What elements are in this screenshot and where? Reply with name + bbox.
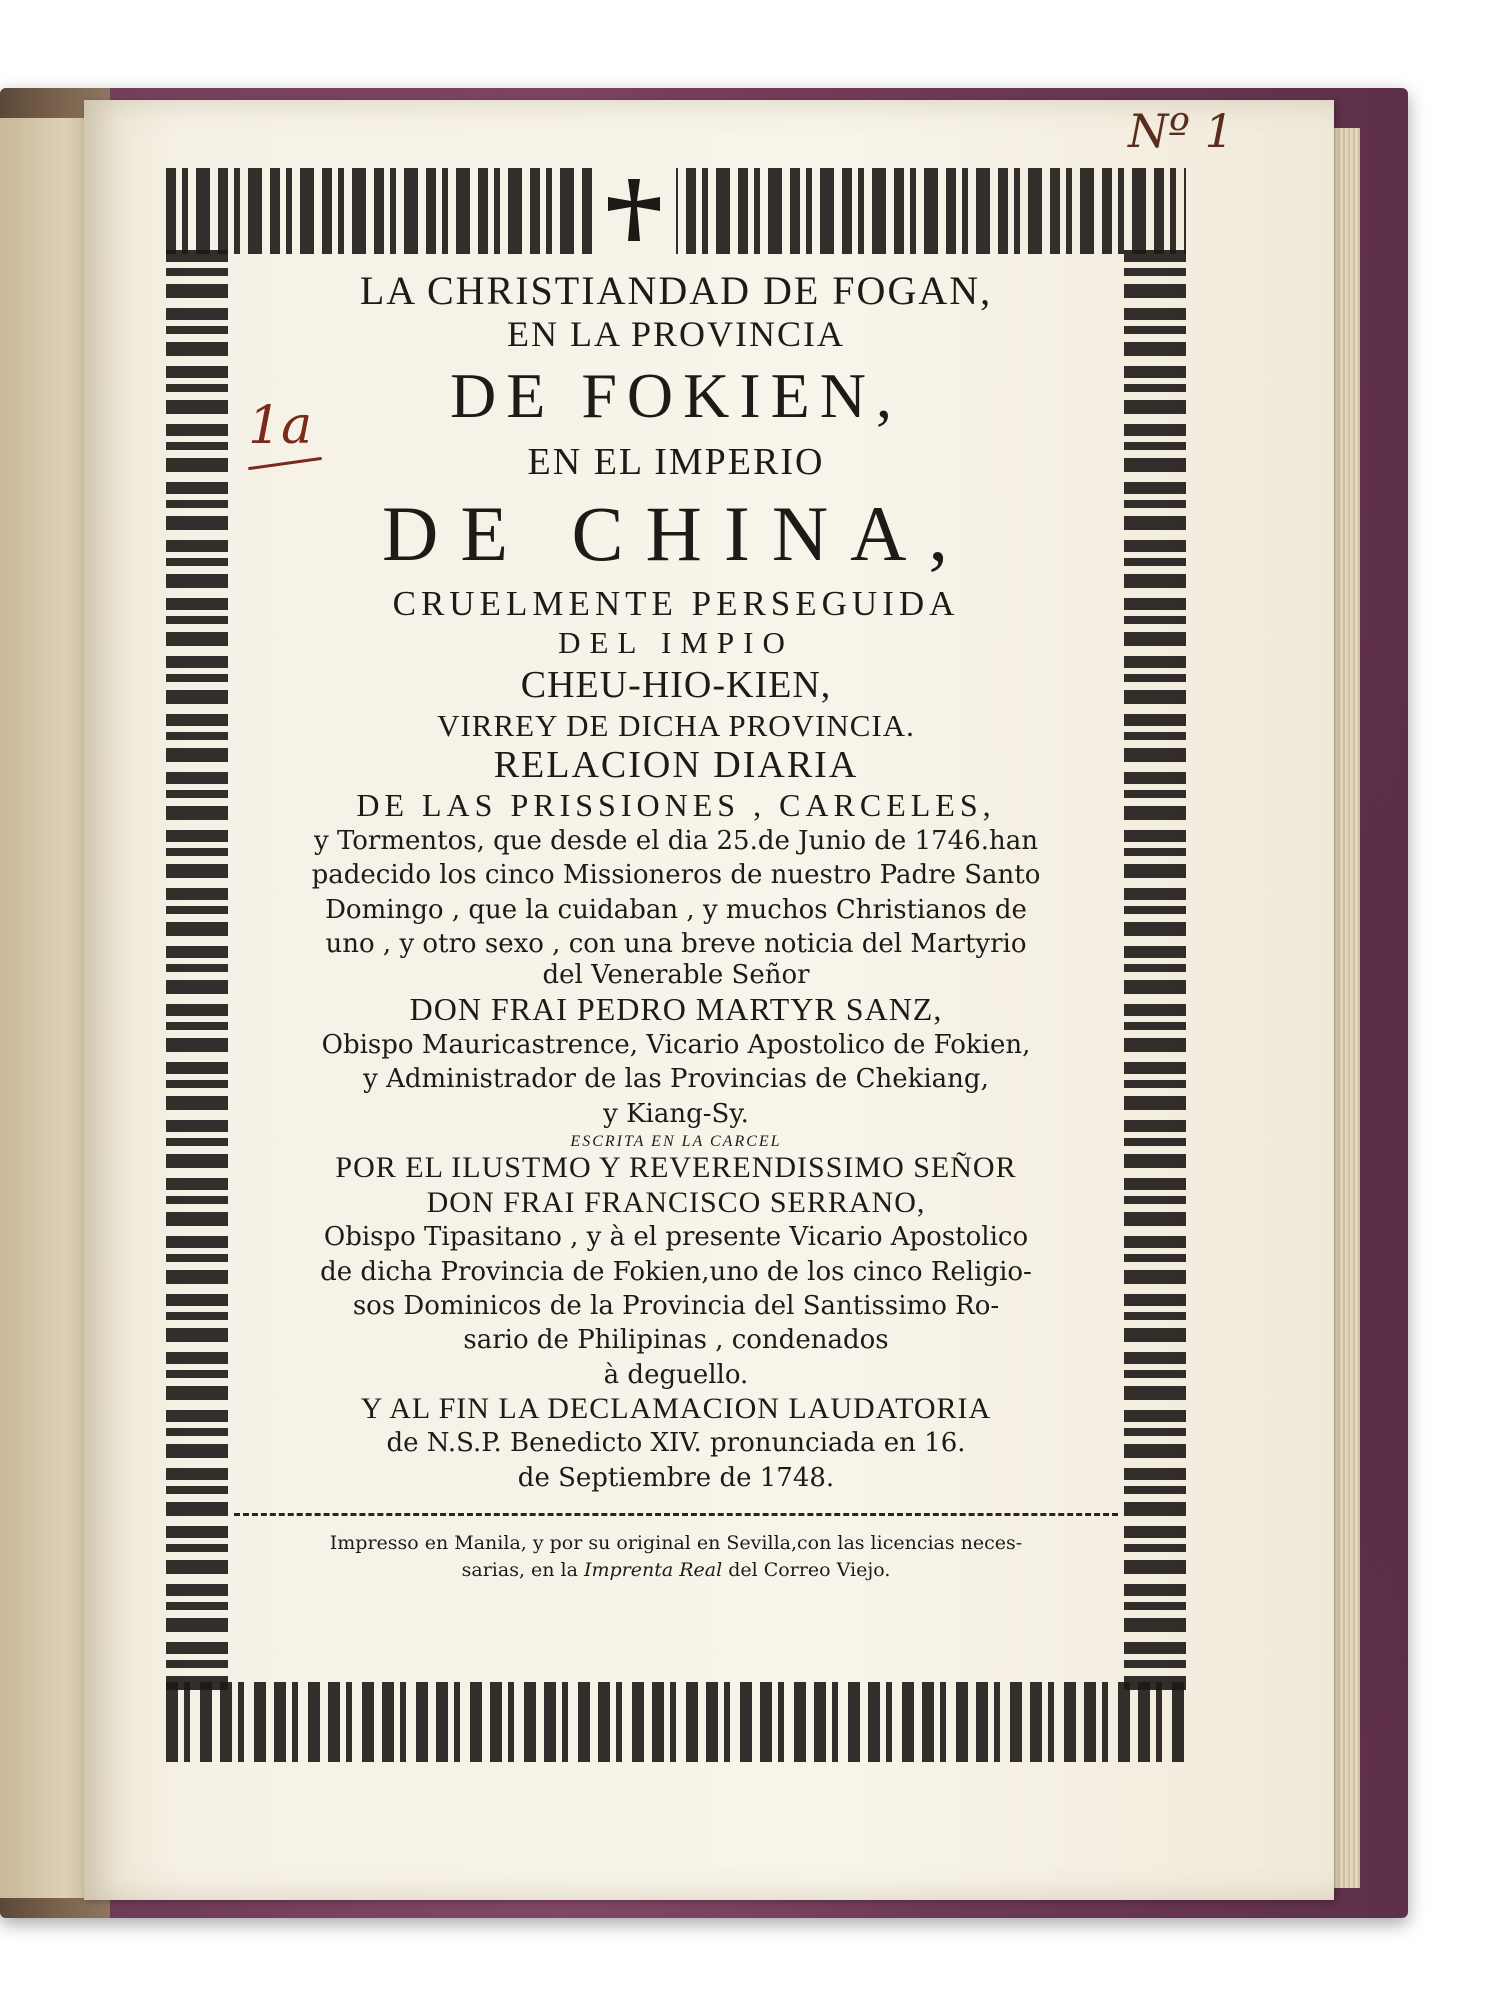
title-page bbox=[84, 100, 1334, 1900]
left-endpaper bbox=[0, 118, 92, 1898]
author-line: DON FRAI FRANCISCO SERRANO, bbox=[426, 1185, 926, 1219]
body-line: Obispo Mauricastrence, Vicario Apostolico de Fokien, bbox=[321, 1030, 1031, 1060]
title-line: VIRREY DE DICHA PROVINCIA. bbox=[437, 707, 915, 743]
cross-ornament bbox=[592, 164, 676, 256]
body-line: Obispo Tipasitano , y à el presente Vicario Apostolico bbox=[323, 1222, 1029, 1253]
ornamental-border-right bbox=[1124, 250, 1186, 1690]
title-line: DE LAS PRISSIONES , CARCELES, bbox=[356, 787, 996, 824]
body-line: y Tormentos, que desde el dia 25.de Junio de 1746.han bbox=[313, 826, 1039, 857]
title-line: DE FOKIEN, bbox=[450, 360, 902, 432]
imprint-text: del Correo Viejo. bbox=[722, 1558, 891, 1581]
body-line: del Venerable Señor bbox=[542, 960, 810, 991]
title-text-block bbox=[234, 260, 1118, 1583]
title-line: RELACION DIARIA bbox=[493, 743, 859, 786]
title-line: DE CHINA, bbox=[382, 489, 970, 577]
escrita-line: ESCRITA EN LA CARCEL bbox=[570, 1132, 782, 1150]
body-line: uno , y otro sexo , con una breve noticia del Martyrio bbox=[325, 929, 1027, 959]
imprint-line: Impresso en Manila, y por su original en Sevilla,con las licencias neces- bbox=[329, 1532, 1023, 1555]
body-line: de Septiembre de 1748. bbox=[517, 1462, 835, 1493]
title-line: DEL IMPIO bbox=[558, 624, 794, 660]
handwritten-margin-mark: 1a bbox=[248, 396, 313, 456]
declamation-line: Y AL FIN LA DECLAMACION LAUDATORIA bbox=[360, 1391, 992, 1425]
imprint-line bbox=[234, 1557, 1118, 1584]
body-line: padecido los cinco Missioneros de nuestro Padre Santo bbox=[311, 860, 1041, 891]
title-line: CHEU-HIO-KIEN, bbox=[520, 664, 832, 707]
title-line: EN LA PROVINCIA bbox=[506, 314, 845, 354]
author-line: DON FRAI PEDRO MARTYR SANZ, bbox=[409, 991, 943, 1028]
imprint-press-name: Imprenta Real bbox=[583, 1558, 723, 1581]
body-line: de N.S.P. Benedicto XIV. pronunciada en 16. bbox=[386, 1428, 966, 1459]
body-line: de dicha Provincia de Fokien,uno de los cinco Religio- bbox=[320, 1256, 1032, 1287]
title-line: LA CHRISTIANDAD DE FOGAN, bbox=[359, 268, 993, 313]
imprint-text: sarias, en la bbox=[461, 1558, 584, 1581]
body-line: y Administrador de las Provincias de Chekiang, bbox=[363, 1064, 989, 1095]
body-line: y Kiang-Sy. bbox=[603, 1098, 749, 1129]
ornamental-border-bottom bbox=[166, 1682, 1186, 1762]
body-line: Domingo , que la cuidaban , y muchos Christianos de bbox=[325, 894, 1027, 925]
ornamental-border-top bbox=[166, 168, 1186, 254]
title-line: EN EL IMPERIO bbox=[527, 440, 825, 483]
handwritten-number: Nº 1 bbox=[1128, 104, 1234, 158]
author-line: POR EL ILUSTMO Y REVERENDISSIMO SEÑOR bbox=[335, 1151, 1017, 1185]
body-line: sos Dominicos de la Provincia del Santissimo Ro- bbox=[352, 1290, 1000, 1321]
divider-rule bbox=[234, 1513, 1118, 1516]
body-line: sario de Philipinas , condenados bbox=[463, 1325, 889, 1356]
cross-pattee-icon bbox=[604, 177, 664, 243]
title-line: CRUELMENTE PERSEGUIDA bbox=[392, 584, 960, 624]
ornamental-border-left bbox=[166, 250, 228, 1690]
body-line: à deguello. bbox=[603, 1359, 749, 1390]
